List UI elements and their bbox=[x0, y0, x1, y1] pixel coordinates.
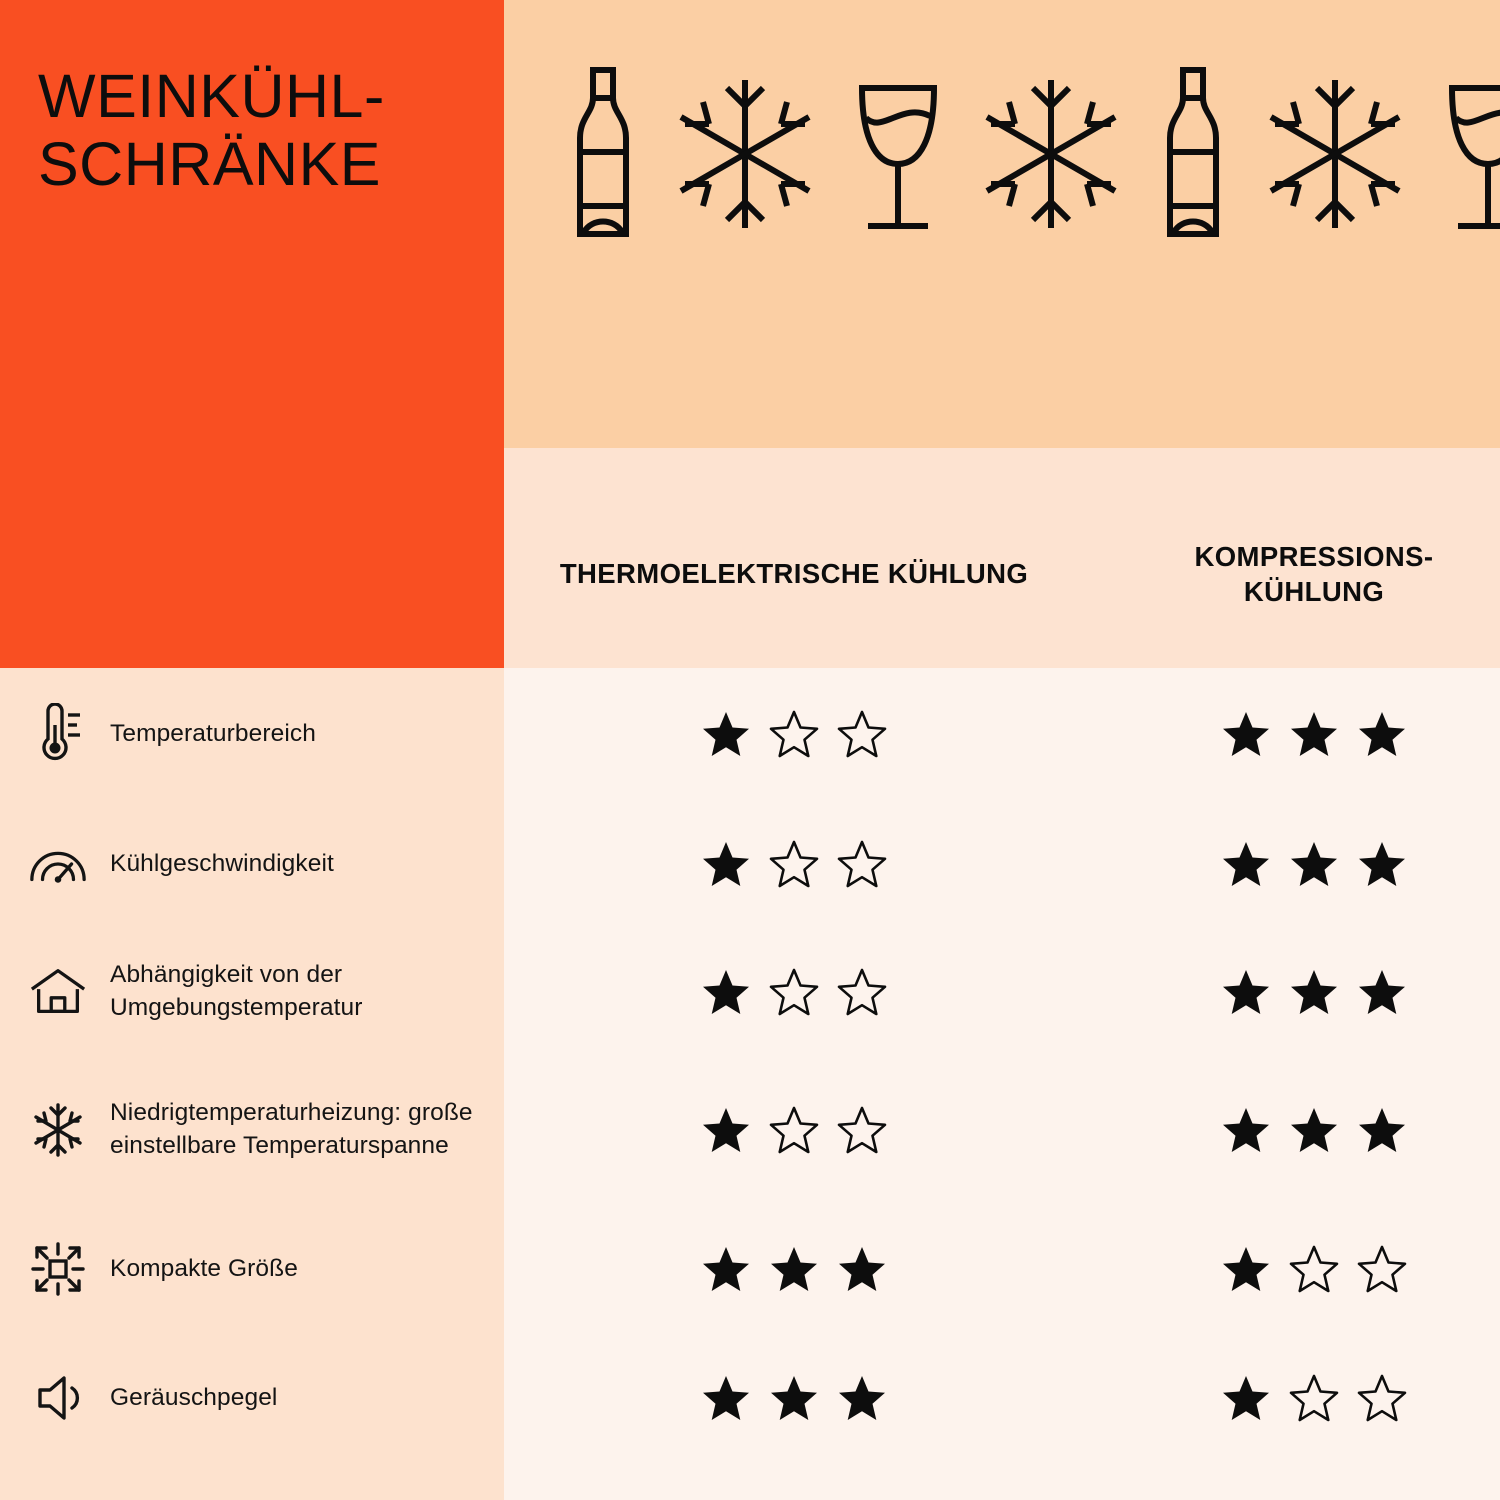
rating-compression bbox=[1114, 968, 1500, 1016]
rating-thermoelectric bbox=[496, 1106, 1092, 1154]
decorative-icon-banner bbox=[504, 0, 1500, 448]
star-filled bbox=[701, 1106, 751, 1154]
rating-compression bbox=[1114, 1106, 1500, 1154]
star-filled bbox=[837, 1245, 887, 1293]
star-empty bbox=[769, 710, 819, 758]
rating-row-umgebungstemperatur bbox=[504, 928, 1500, 1056]
star-empty bbox=[769, 1106, 819, 1154]
star-empty bbox=[769, 968, 819, 1016]
star-filled bbox=[837, 1374, 887, 1422]
rating-value-column bbox=[504, 668, 1500, 1500]
rating-row-geraeuschpegel bbox=[504, 1334, 1500, 1462]
star-filled bbox=[1289, 840, 1339, 888]
rating-compression bbox=[1114, 710, 1500, 758]
criteria-row-geraeuschpegel bbox=[0, 1334, 504, 1462]
snowflake-icon bbox=[976, 66, 1126, 246]
star-filled bbox=[701, 710, 751, 758]
rating-row-kuehlgeschwindigkeit bbox=[504, 800, 1500, 928]
criteria-row-umgebungstemperatur bbox=[0, 928, 504, 1056]
star-filled bbox=[701, 968, 751, 1016]
wine-bottle-icon bbox=[560, 66, 646, 246]
rating-thermoelectric bbox=[496, 1245, 1092, 1293]
page-title: WEINKÜHL- SCHRÄNKE bbox=[38, 62, 385, 199]
column-header-compression: KOMPRESSIONS- KÜHLUNG bbox=[1194, 540, 1434, 607]
snowflake-icon bbox=[670, 66, 820, 246]
star-filled bbox=[1289, 968, 1339, 1016]
star-filled bbox=[769, 1245, 819, 1293]
criteria-row-niedrigtemperaturheizung bbox=[0, 1056, 504, 1204]
criteria-row-kuehlgeschwindigkeit bbox=[0, 800, 504, 928]
star-filled bbox=[1221, 968, 1271, 1016]
star-filled bbox=[1357, 840, 1407, 888]
star-empty bbox=[1357, 1245, 1407, 1293]
star-empty bbox=[1289, 1374, 1339, 1422]
star-empty bbox=[769, 840, 819, 888]
column-header-thermoelectric: THERMOELEKTRISCHE KÜHLUNG bbox=[559, 558, 1029, 590]
star-empty bbox=[837, 1106, 887, 1154]
rating-row-niedrigtemperaturheizung bbox=[504, 1056, 1500, 1204]
thermometer-icon bbox=[28, 703, 88, 765]
rating-thermoelectric bbox=[496, 840, 1092, 888]
wine-bottle-icon bbox=[1150, 66, 1236, 246]
wine-glass-icon bbox=[1434, 66, 1500, 246]
star-empty bbox=[837, 710, 887, 758]
criteria-label: Kompakte Größe bbox=[110, 1254, 298, 1282]
star-filled bbox=[769, 1374, 819, 1422]
star-filled bbox=[1221, 840, 1271, 888]
snowflake-icon bbox=[28, 1101, 88, 1159]
speed-gauge-icon bbox=[28, 840, 88, 888]
star-filled bbox=[1221, 1245, 1271, 1293]
criteria-label: Temperaturbereich bbox=[110, 719, 316, 747]
rating-row-temperaturbereich bbox=[504, 668, 1500, 800]
rating-compression bbox=[1114, 840, 1500, 888]
criteria-row-temperaturbereich bbox=[0, 668, 504, 800]
wine-glass-icon bbox=[844, 66, 952, 246]
star-filled bbox=[1221, 710, 1271, 758]
star-empty bbox=[1357, 1374, 1407, 1422]
star-filled bbox=[1357, 710, 1407, 758]
star-filled bbox=[701, 1245, 751, 1293]
rating-compression bbox=[1114, 1374, 1500, 1422]
star-empty bbox=[837, 840, 887, 888]
rating-thermoelectric bbox=[496, 1374, 1092, 1422]
star-empty bbox=[837, 968, 887, 1016]
criteria-label-column bbox=[0, 668, 504, 1500]
house-icon bbox=[28, 965, 88, 1019]
rating-thermoelectric bbox=[496, 968, 1092, 1016]
speaker-icon bbox=[28, 1372, 88, 1424]
star-filled bbox=[1221, 1106, 1271, 1154]
title-block bbox=[0, 0, 504, 668]
star-filled bbox=[1357, 968, 1407, 1016]
criteria-label: Niedrigtemperaturheizung: große einstellbare Temperaturspanne bbox=[110, 1099, 473, 1159]
criteria-label: Kühlgeschwindigkeit bbox=[110, 849, 334, 877]
star-filled bbox=[701, 1374, 751, 1422]
star-filled bbox=[1221, 1374, 1271, 1422]
snowflake-icon bbox=[1260, 66, 1410, 246]
compact-size-icon bbox=[28, 1240, 88, 1298]
star-empty bbox=[1289, 1245, 1339, 1293]
criteria-row-kompakte-groesse bbox=[0, 1204, 504, 1334]
star-filled bbox=[1289, 710, 1339, 758]
criteria-label: Geräuschpegel bbox=[110, 1383, 278, 1411]
criteria-label: Abhängigkeit von der Umgebungstemperatur bbox=[110, 961, 363, 1021]
rating-compression bbox=[1114, 1245, 1500, 1293]
star-filled bbox=[701, 840, 751, 888]
column-header-strip bbox=[504, 448, 1500, 668]
rating-row-kompakte-groesse bbox=[504, 1204, 1500, 1334]
star-filled bbox=[1289, 1106, 1339, 1154]
rating-thermoelectric bbox=[496, 710, 1092, 758]
star-filled bbox=[1357, 1106, 1407, 1154]
